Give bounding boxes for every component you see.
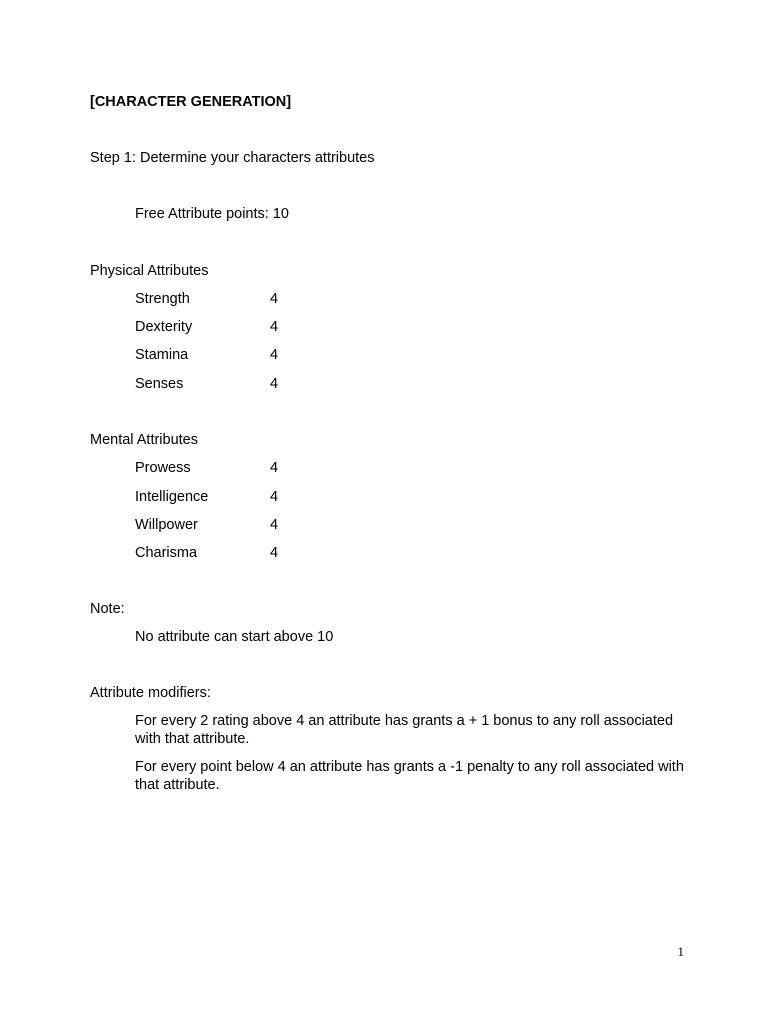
attribute-name-stamina: Stamina: [135, 347, 189, 363]
free-attribute-points: Free Attribute points: 10: [135, 206, 289, 222]
modifier-bonus-paragraph: For every 2 rating above 4 an attribute has grants a + 1 bonus to any roll associated with that attribute.: [135, 713, 674, 747]
page-title: [CHARACTER GENERATION]: [90, 94, 292, 110]
page-number: 1: [677, 944, 684, 959]
attribute-name-strength: Strength: [135, 291, 190, 307]
step-1-heading: Step 1: Determine your characters attributes: [90, 150, 375, 166]
attribute-name-intelligence: Intelligence: [135, 489, 209, 505]
physical-attributes-heading: Physical Attributes: [90, 263, 209, 279]
attribute-value-stamina: 4: [270, 347, 279, 363]
attribute-modifiers-heading: Attribute modifiers:: [90, 685, 211, 701]
note-text: No attribute can start above 10: [135, 629, 334, 645]
attribute-name-prowess: Prowess: [135, 460, 191, 476]
attribute-value-intelligence: 4: [270, 489, 279, 505]
attribute-value-dexterity: 4: [270, 319, 279, 335]
mental-attributes-heading: Mental Attributes: [90, 432, 198, 448]
attribute-name-senses: Senses: [135, 376, 184, 392]
attribute-value-senses: 4: [270, 376, 279, 392]
modifier-penalty-paragraph: For every point below 4 an attribute has grants a -1 penalty to any roll associated with that attribute.: [135, 759, 684, 793]
attribute-value-willpower: 4: [270, 517, 279, 533]
attribute-name-charisma: Charisma: [135, 545, 198, 561]
attribute-name-willpower: Willpower: [135, 517, 198, 533]
attribute-name-dexterity: Dexterity: [135, 319, 193, 335]
attribute-value-charisma: 4: [270, 545, 279, 561]
attribute-value-strength: 4: [270, 291, 279, 307]
note-heading: Note:: [90, 601, 125, 617]
attribute-value-prowess: 4: [270, 460, 279, 476]
